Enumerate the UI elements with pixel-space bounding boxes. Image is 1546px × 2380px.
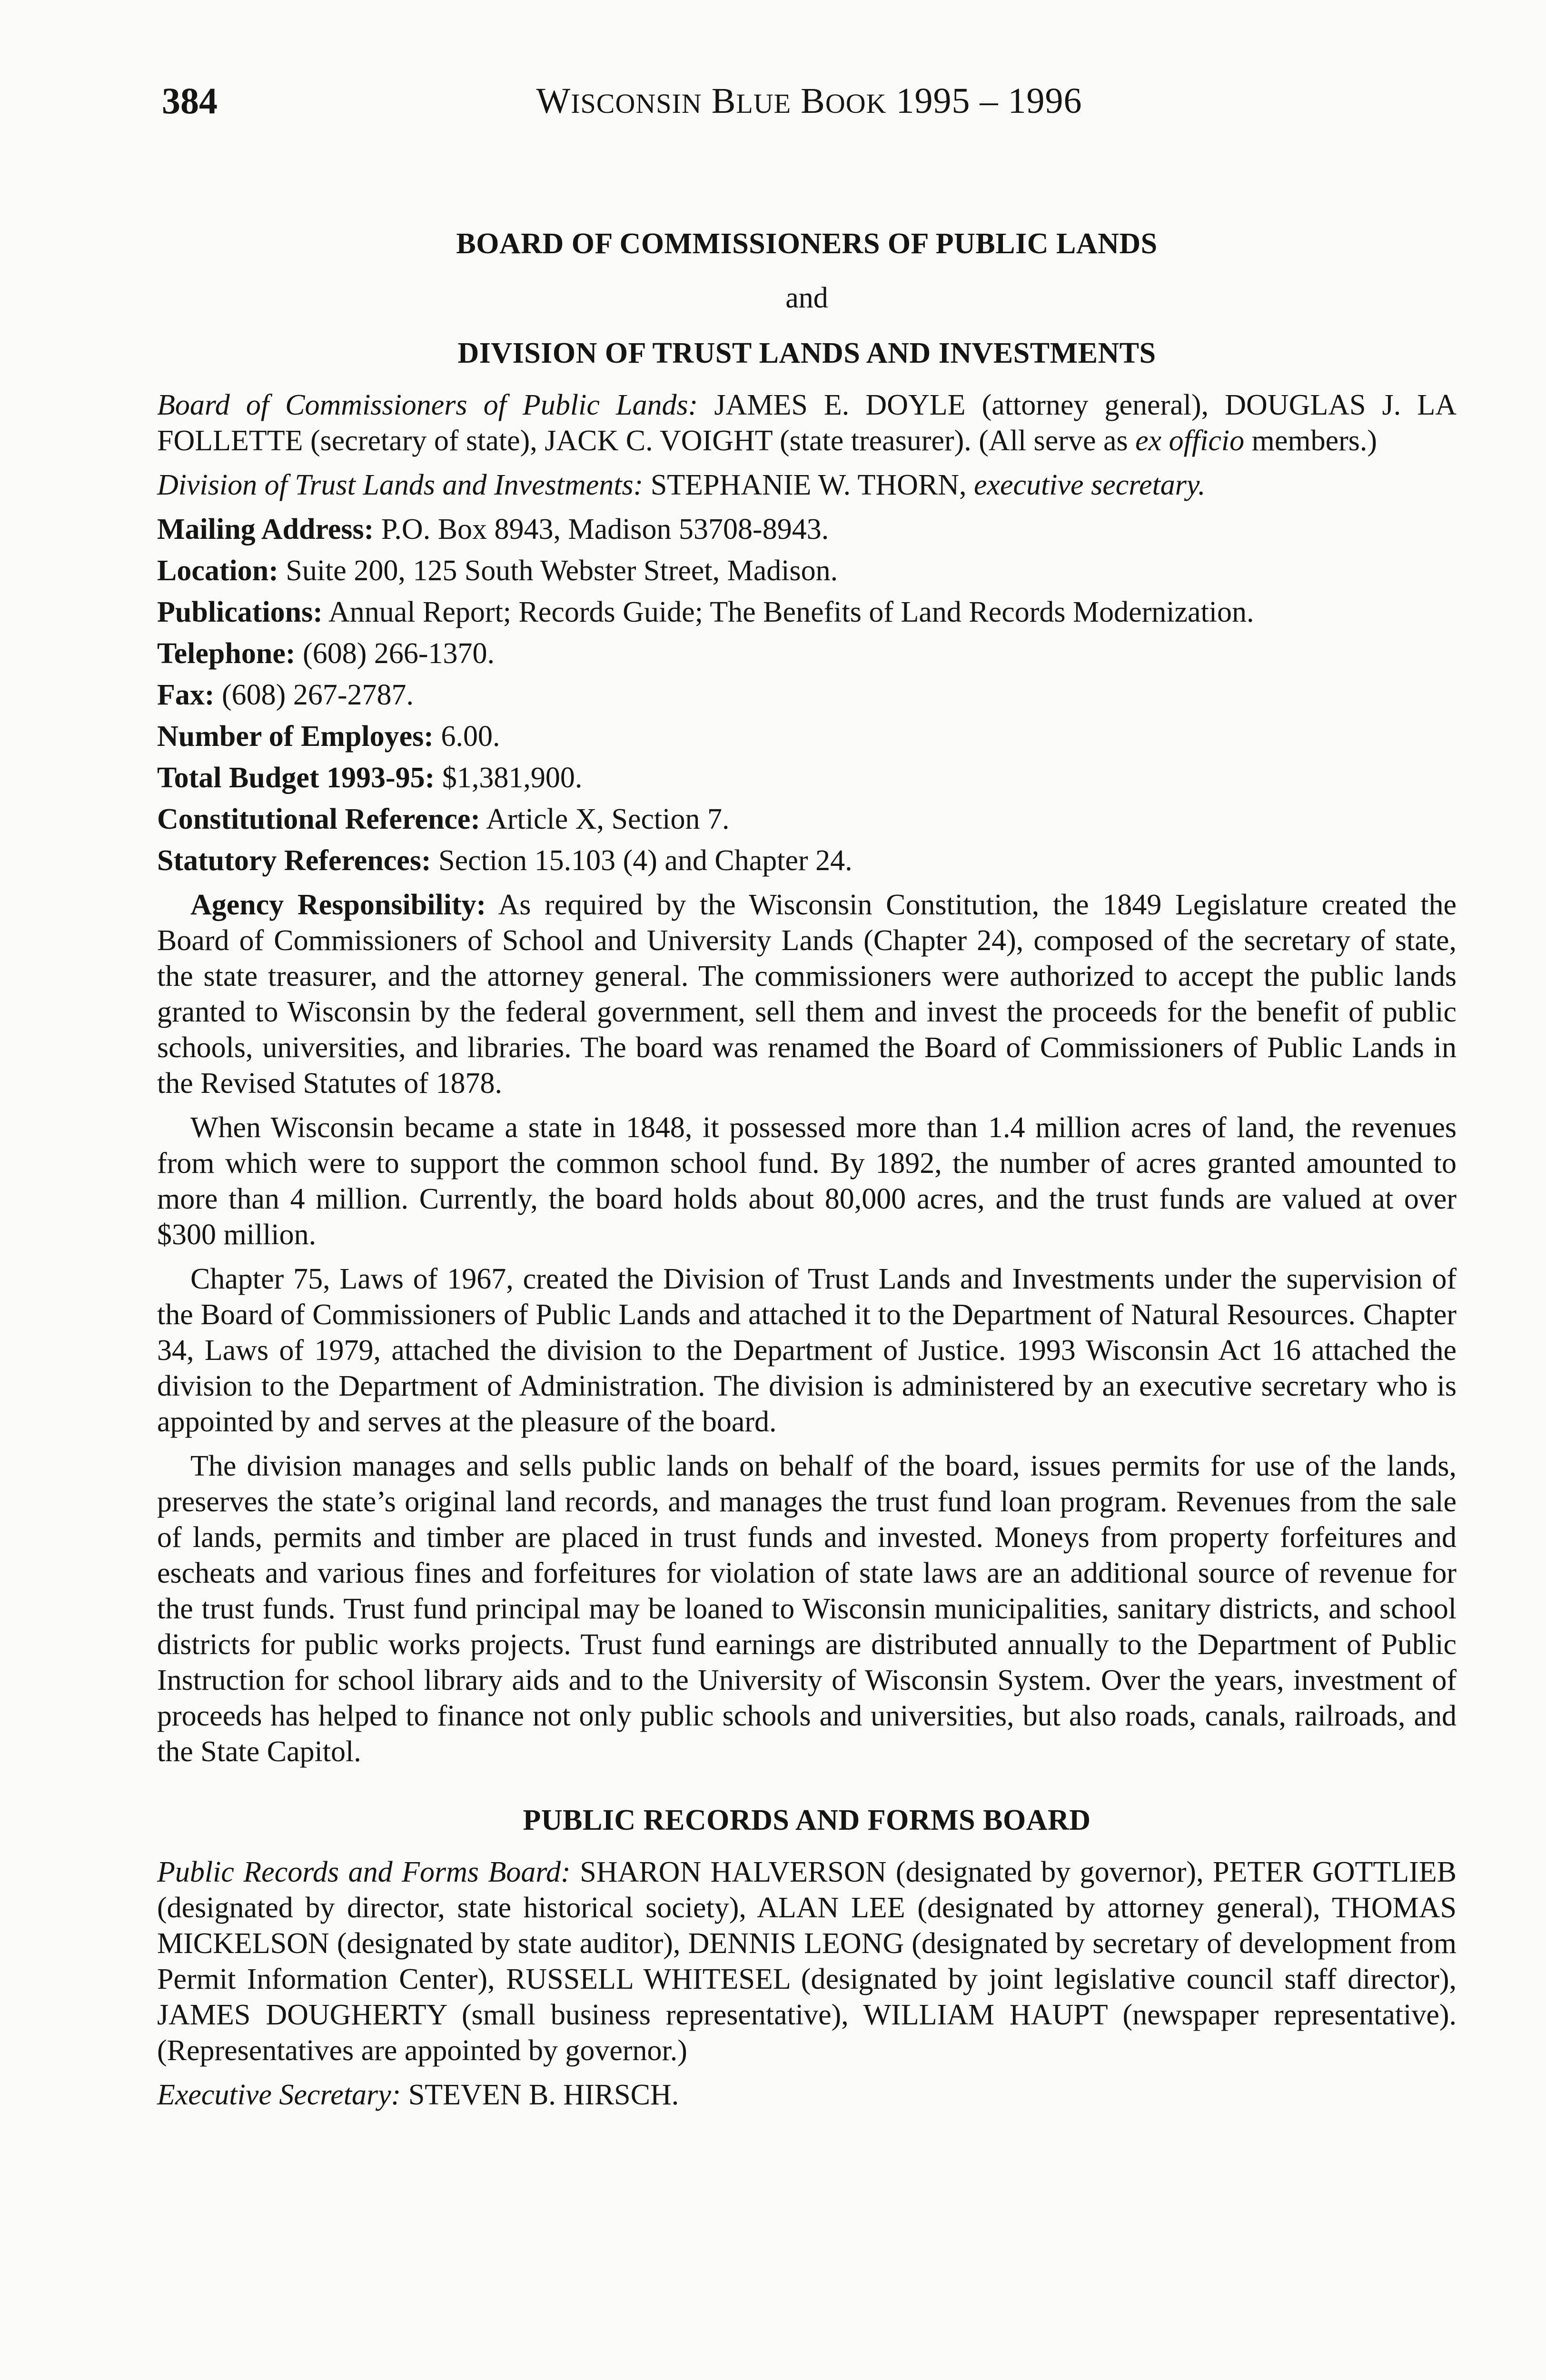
running-head-lue: LUE	[736, 88, 792, 119]
section1-subtitle: DIVISION OF TRUST LANDS AND INVESTMENTS	[457, 337, 1156, 369]
field-value: (608) 267-2787.	[222, 679, 414, 711]
paragraph-division-duties: The division manages and sells public lands on behalf of the board, issues permits for use of the lands, preserves the state’s original land records, and manages the trust fund loan program. Revenues from the sale of lands, permits and timber are placed in trust funds and invested. Moneys from property forfeitures and escheats and various fines and forfeitures for violation of state laws are an additional source of revenue for the trust funds. Trust fund principal may be loaned to Wisconsin municipalities, sanitary districts, and school districts for public works projects. Trust fund earnings are distributed annually to the Department of Public Instruction for school library aids and to the University of Wisconsin System. Over the years, investment of proceeds has helped to finance not only public schools and universities, but also roads, canals, railroads, and the State Capitol.	[157, 1450, 1457, 1768]
division-label: Division of Trust Lands and Investments:	[157, 469, 644, 501]
agency-text: As required by the Wisconsin Constitution, the 1849 Legislature created the Board of Commissioners of School and University Lands (Chapter 24), composed of the secretary of state, the state treasurer, and the attorney general. The commissioners were authorized to accept the public lands granted to Wisconsin by the federal government, sell them and invest the proceeds for the benefit of public schools, universities, and libraries. The board was renamed the Board of Commissioners of Public Lands in the Revised Statutes of 1878.	[157, 889, 1457, 1100]
records-board-label: Public Records and Forms Board:	[157, 1856, 571, 1888]
field-telephone	[157, 636, 1457, 672]
field-location	[157, 553, 1457, 589]
division-staff	[157, 467, 1457, 503]
field-value: Article X, Section 7.	[486, 803, 730, 835]
field-statutory-references	[157, 843, 1457, 879]
running-head-isconsin: ISCONSIN	[571, 88, 702, 119]
field-label: Fax:	[157, 679, 215, 711]
field-value: P.O. Box 8943, Madison 53708-8943.	[381, 513, 829, 545]
division-text: STEPHANIE W. THORN,	[650, 469, 967, 501]
board-members	[157, 387, 1457, 459]
field-value: Section 15.103 (4) and Chapter 24.	[438, 844, 852, 877]
field-constitutional-reference	[157, 802, 1457, 837]
field-label: Statutory References:	[157, 844, 431, 877]
board-text: JAMES E. DOYLE (attorney general), DOUGLAS J. LA FOLLETTE (secretary of state), JACK C. VOIGHT (state treasurer). (All serve as	[157, 389, 1457, 457]
board-text-end: members.)	[1244, 425, 1378, 457]
page-header	[162, 82, 1457, 120]
running-head	[162, 82, 1457, 123]
running-head-b2: B	[801, 81, 825, 121]
section1-and: and	[785, 282, 828, 314]
agency-label: Agency Responsibility:	[190, 889, 486, 921]
board-label: Board of Commissioners of Public Lands:	[157, 389, 698, 421]
running-head-b: B	[711, 81, 736, 121]
records-executive-secretary	[157, 2077, 1457, 2113]
page-body	[157, 224, 1457, 2113]
field-label: Location:	[157, 555, 278, 587]
field-value: $1,381,900.	[442, 762, 583, 794]
field-fax	[157, 677, 1457, 713]
records-board-members	[157, 1854, 1457, 2069]
running-head-ook: OOK	[825, 88, 887, 119]
field-label: Number of Employes:	[157, 720, 434, 753]
field-mailing-address	[157, 512, 1457, 547]
section1-title: BOARD OF COMMISSIONERS OF PUBLIC LANDS	[456, 228, 1158, 260]
field-value: Annual Report; Records Guide; The Benefits of Land Records Modernization.	[328, 596, 1254, 628]
field-employes	[157, 719, 1457, 754]
exec-label: Executive Secretary:	[157, 2079, 401, 2111]
division-role: executive secretary.	[974, 469, 1206, 501]
ex-officio: ex officio	[1135, 425, 1245, 457]
paragraph-statehood: When Wisconsin became a state in 1848, it possessed more than 1.4 million acres of land, the revenues from which were to support the common school fund. By 1892, the number of acres granted amounted to more than 4 million. Currently, the board holds about 80,000 acres, and the trust funds are valued at over $300 million.	[157, 1111, 1457, 1251]
field-budget	[157, 760, 1457, 796]
section2-title: PUBLIC RECORDS AND FORMS BOARD	[523, 1804, 1091, 1836]
field-label: Constitutional Reference:	[157, 803, 481, 835]
field-value: 6.00.	[441, 720, 500, 753]
field-label: Telephone:	[157, 637, 296, 670]
field-value: (608) 266-1370.	[303, 637, 495, 670]
agency-responsibility	[157, 887, 1457, 1101]
running-head-w: W	[536, 81, 571, 121]
field-publications	[157, 595, 1457, 630]
paragraph-history: Chapter 75, Laws of 1967, created the Division of Trust Lands and Investments under the supervision of the Board of Commissioners of Public Lands and attached it to the Department of Natural Resources. Chapter 34, Laws of 1979, attached the division to the Department of Justice. 1993 Wisconsin Act 16 attached the division to the Department of Administration. The division is administered by an executive secretary who is appointed by and serves at the pleasure of the board.	[157, 1263, 1457, 1438]
exec-text: STEVEN B. HIRSCH.	[408, 2079, 679, 2111]
field-label: Total Budget 1993-95:	[157, 762, 435, 794]
records-board-text: SHARON HALVERSON (designated by governor), PETER GOTTLIEB (designated by director, state historical society), ALAN LEE (designated by attorney general), THOMAS MICKELSON (designated by state auditor), DENNIS LEONG (designated by secretary of development from Permit Information Center), RUSSELL WHITESEL (designated by joint legislative council staff director), JAMES DOUGHERTY (small business representative), WILLIAM HAUPT (newspaper representative). (Representatives are appointed by governor.)	[157, 1856, 1457, 2067]
running-head-years: 1995 – 1996	[896, 81, 1082, 121]
field-label: Mailing Address:	[157, 513, 374, 545]
field-value: Suite 200, 125 South Webster Street, Madison.	[286, 555, 838, 587]
field-label: Publications:	[157, 596, 323, 628]
page-number: 384	[162, 80, 218, 121]
